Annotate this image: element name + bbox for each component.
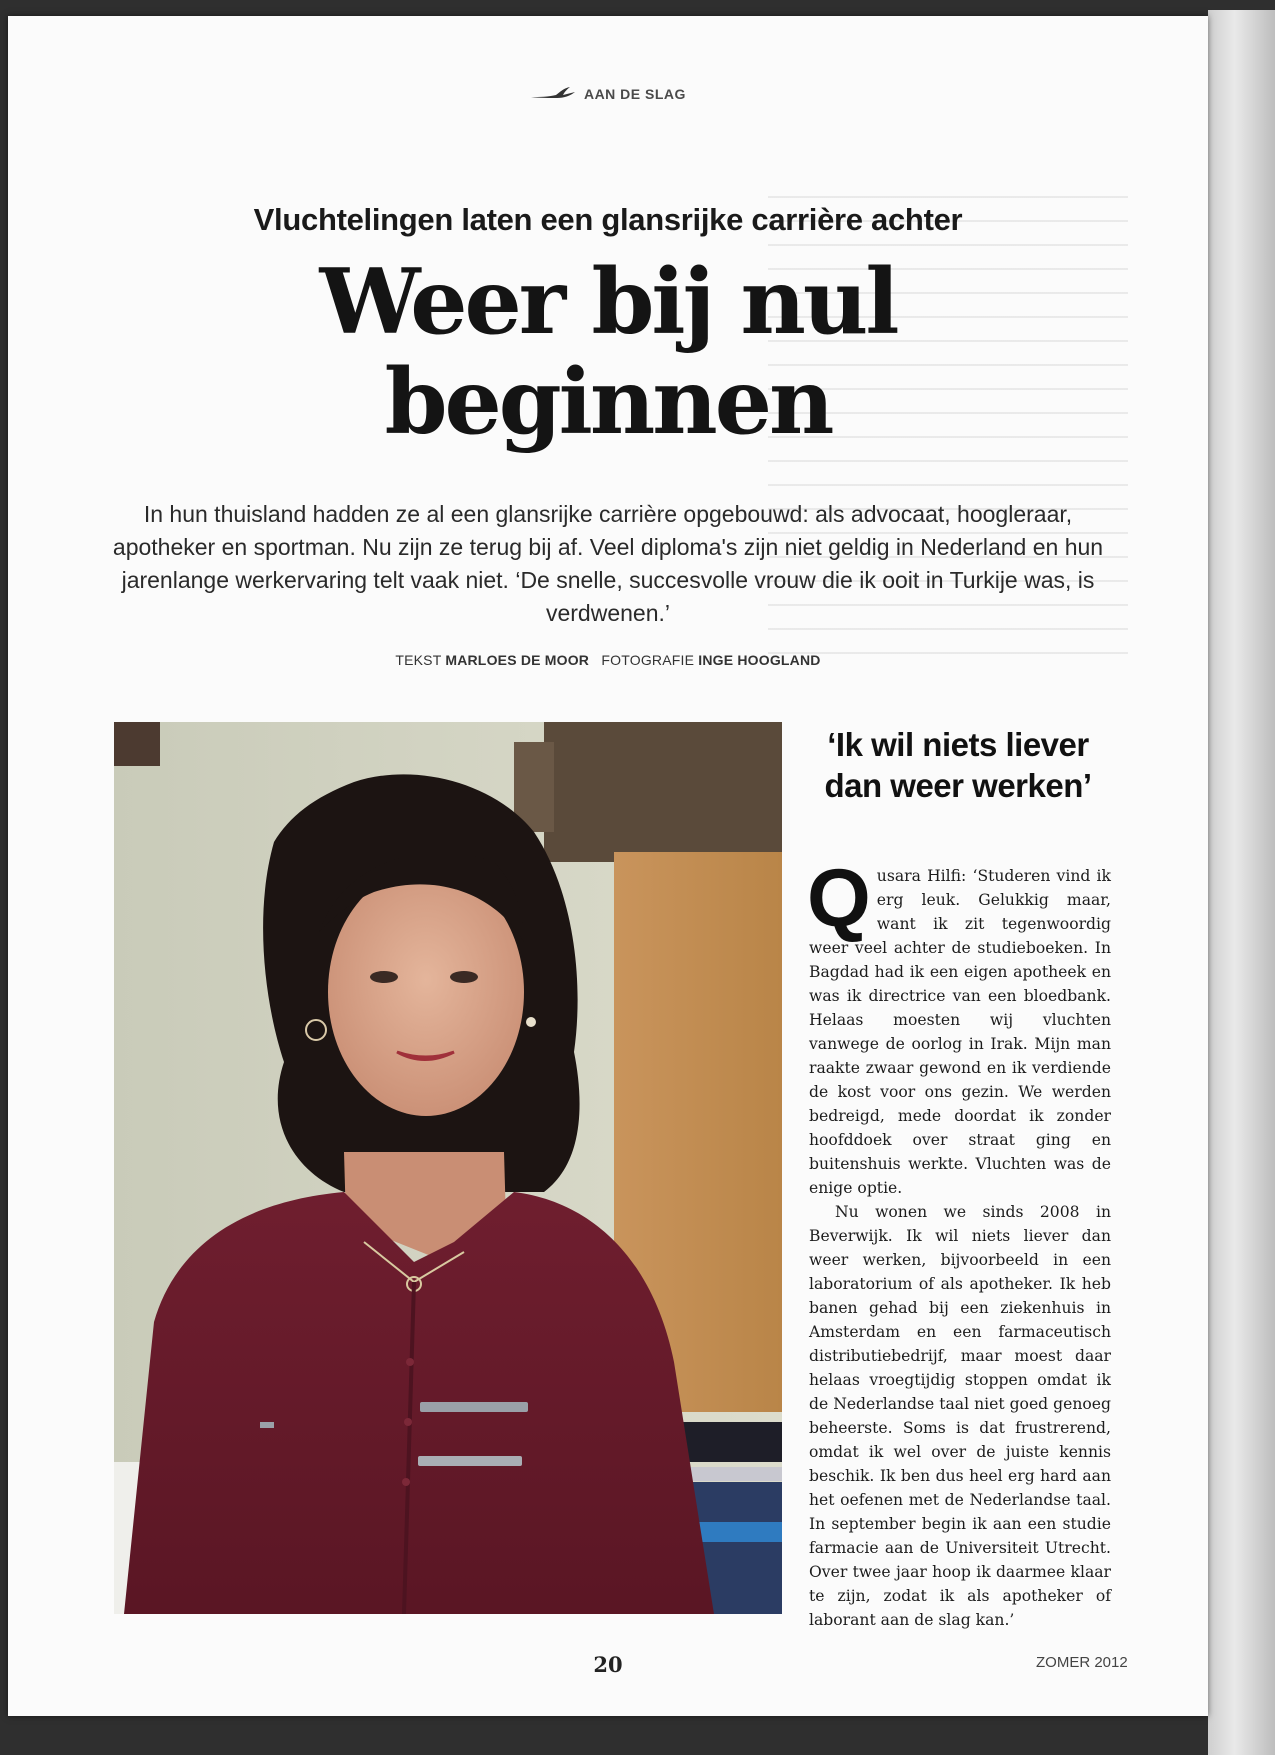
text-credit-label: TEKST [395, 652, 442, 668]
drop-cap: Q [807, 853, 871, 944]
section-label: AAN DE SLAG [583, 86, 686, 103]
page-number: 20 [593, 1652, 623, 1677]
photo-credit-label: FOTOGRAFIE [601, 652, 695, 668]
portrait-photo [114, 722, 782, 1614]
photo-credit-author: INGE HOOGLAND [698, 652, 821, 668]
paragraph-1-text: usara Hilfi: ‘Studeren vind ik erg leuk. Gelukkig maar, want ik zit tegenwoordig weer veel achter de studieboeken. In Bagdad had ik een eigen apotheek en was ik directrice van een bloedbank. Helaas moesten wij vluchten vanwege de oorlog in Irak. Mijn man raakte zwaar gewond en ik verdiende de kost voor ons gezin. We werden bedreigd, mede doordat ik zonder hoofddoek over straat ging en buitenshuis werkte. Vluchten was de enige optie. [809, 867, 1111, 1197]
section-header [8, 86, 1208, 105]
pull-quote: ‘Ik wil niets liever dan weer werken’ [824, 726, 1092, 804]
intro-paragraph: In hun thuisland hadden ze al een glansrijke carrière opgebouwd: als advocaat, hoogleraar, apotheker en sportman. Nu zijn ze terug bij af. Veel diploma's zijn niet geldig in Nederland en hun jarenlange werkervaring telt vaak niet. ‘De snelle, succesvolle vrouw die ik ooit in Turkije was, is verdwenen.’ [112, 501, 1104, 626]
bird-logo-icon [530, 86, 576, 105]
paragraph-2: Nu wonen we sinds 2008 in Beverwijk. Ik wil niets liever dan weer werken, bijvoorbeeld in een laboratorium of als apotheker. Ik heb banen gehad bij een ziekenhuis in Amsterdam en een farmaceutisch distributiebedrijf, maar moest daar helaas vroegtijdig stoppen omdat ik de Nederlandse taal niet goed genoeg beheerste. Soms is dat frustrerend, omdat ik wel over de juiste kennis beschik. Ik ben dus heel erg hard aan het oefenen met de Nederlandse taal. In september begin ik aan een studie farmacie aan de Universiteit Utrecht. Over twee jaar hoop ik daarmee klaar te zijn, zodat ik als apotheker of laborant aan de slag kan.’ [809, 1203, 1111, 1629]
text-credit-author: MARLOES DE MOOR [445, 652, 590, 668]
byline [8, 652, 1208, 668]
article-body [807, 853, 1111, 1632]
headline-line-1: Weer bij nul [319, 249, 897, 355]
headline [8, 249, 1208, 455]
magazine-page [8, 16, 1208, 1716]
kicker: Vluchtelingen laten een glansrijke carrière achter [253, 202, 963, 237]
paper-edge [1208, 10, 1275, 1755]
headline-line-2: beginnen [384, 349, 832, 455]
paragraph-1 [807, 853, 1111, 1200]
issue-label: ZOMER 2012 [1036, 1654, 1128, 1671]
